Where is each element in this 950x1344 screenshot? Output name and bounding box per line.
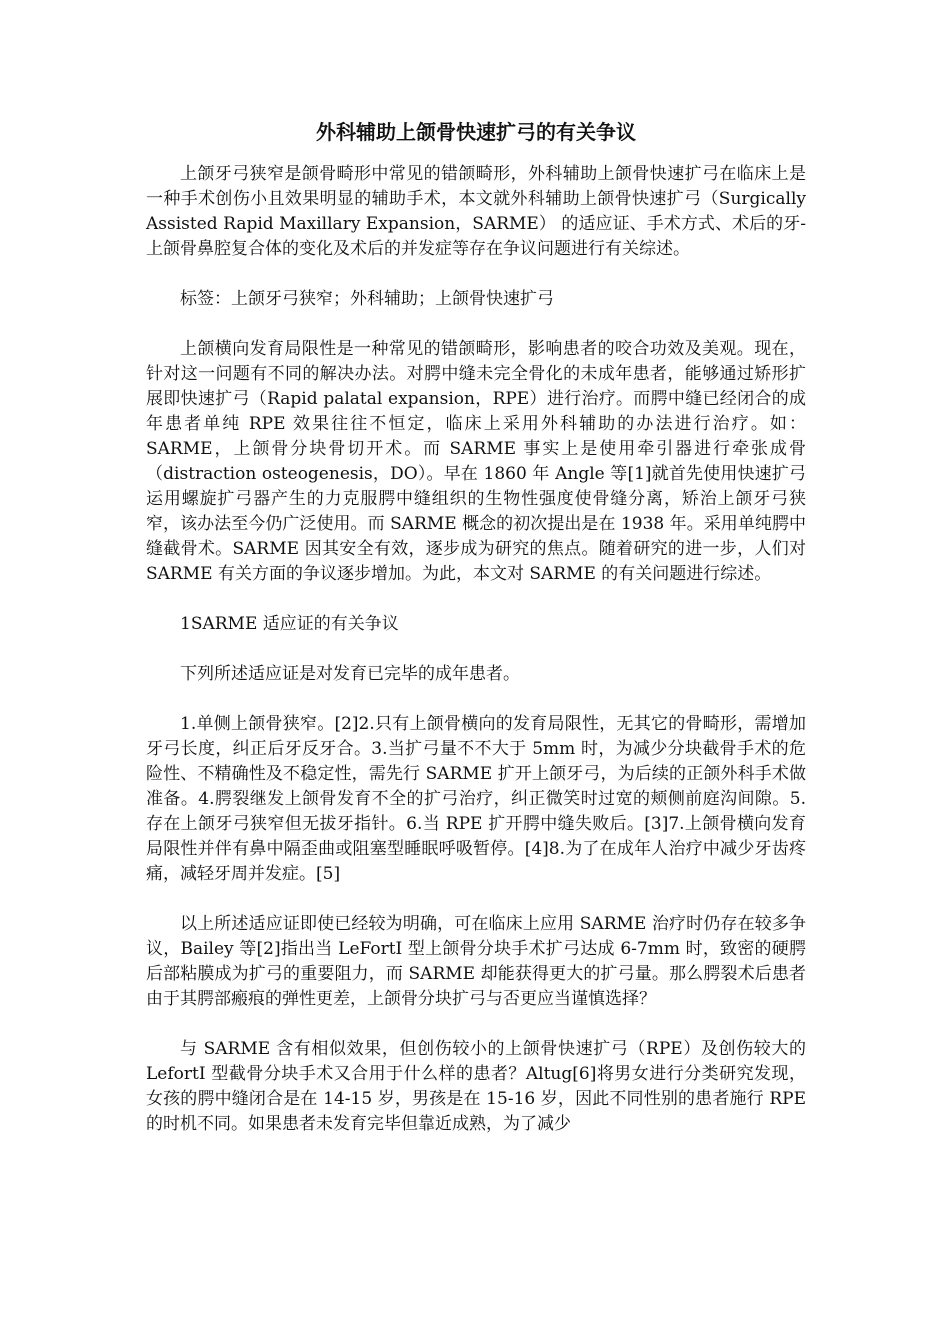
abstract-paragraph: 上颌牙弓狭窄是颌骨畸形中常见的错颌畸形，外科辅助上颌骨快速扩弓在临床上是一种手术创伤小且效果明显的辅助手术，本文就外科辅助上颌骨快速扩弓（Surgically Assisted Rapid Maxillary Expansion，SARME） 的适应证、手术方式、术后的牙-上颌骨鼻腔复合体的变化及术后的并发症等存在争议问题进行有关综述。: [146, 164, 806, 259]
body-paragraph: 下列所述适应证是对发育已完毕的成年患者。: [180, 664, 520, 684]
document-page: [146, 118, 806, 1162]
document-title: 外科辅助上颌骨快速扩弓的有关争议: [316, 120, 636, 144]
section-heading: 1SARME 适应证的有关争议: [180, 614, 399, 634]
intro-paragraph: 上颌横向发育局限性是一种常见的错颌畸形，影响患者的咬合功效及美观。现在，针对这一问题有不同的解决办法。对腭中缝未完全骨化的未成年患者，能够通过矫形扩展即快速扩弓（Rapid palatal expansion，RPE）进行治疗。而腭中缝已经闭合的成年患者单纯 RPE 效果往往不恒定，临床上采用外科辅助的办法进行治疗。如：SARME，上颌骨分块骨切开术。而 SARME 事实上是使用牵引器进行牵张成骨（distraction osteogenesis，DO）。早在 1860 年 Angle 等[1]就首先使用快速扩弓运用螺旋扩弓器产生的力克服腭中缝组织的生物性强度使骨缝分离，矫治上颌牙弓狭窄，该办法至今仍广泛使用。而 SARME 概念的初次提出是在 1938 年。采用单纯腭中缝截骨术。SARME 因其安全有效，逐步成为研究的焦点。随着研究的进一步，人们对 SARME 有关方面的争议逐步增加。为此，本文对 SARME 的有关问题进行综述。: [146, 339, 806, 584]
body-paragraph: 与 SARME 含有相似效果，但创伤较小的上颌骨快速扩弓（RPE）及创伤较大的 LefortI 型截骨分块手术又合用于什么样的患者？Altug[6]将男女进行分类研究发现，女孩的腭中缝闭合是在 14-15 岁，男孩是在 15-16 岁，因此不同性别的患者施行 RPE 的时机不同。如果患者未发育完毕但靠近成熟，为了减少: [146, 1039, 806, 1134]
body-paragraph: 1.单侧上颌骨狭窄。[2]2.只有上颌骨横向的发育局限性，无其它的骨畸形，需增加牙弓长度，纠正后牙反牙合。3.当扩弓量不不大于 5mm 时，为减少分块截骨手术的危险性、不精确性及不稳定性，需先行 SARME 扩开上颌牙弓，为后续的正颌外科手术做准备。4.腭裂继发上颌骨发育不全的扩弓治疗，纠正微笑时过宽的颊侧前庭沟间隙。5.存在上颌牙弓狭窄但无拔牙指针。6.当 RPE 扩开腭中缝失败后。[3]7.上颌骨横向发育局限性并伴有鼻中隔歪曲或阻塞型睡眠呼吸暂停。[4]8.为了在成年人治疗中减少牙齿疼痛，减轻牙周并发症。[5]: [146, 714, 806, 884]
keywords-paragraph: 标签：上颌牙弓狭窄；外科辅助；上颌骨快速扩弓: [180, 289, 554, 309]
body-paragraph: 以上所述适应证即使已经较为明确，可在临床上应用 SARME 治疗时仍存在较多争议，Bailey 等[2]指出当 LeFortI 型上颌骨分块手术扩弓达成 6-7mm 时，致密的硬腭后部粘膜成为扩弓的重要阻力，而 SARME 却能获得更大的扩弓量。那么腭裂术后患者由于其腭部瘢痕的弹性更差，上颌骨分块扩弓与否更应当谨慎选择？: [146, 914, 806, 1009]
